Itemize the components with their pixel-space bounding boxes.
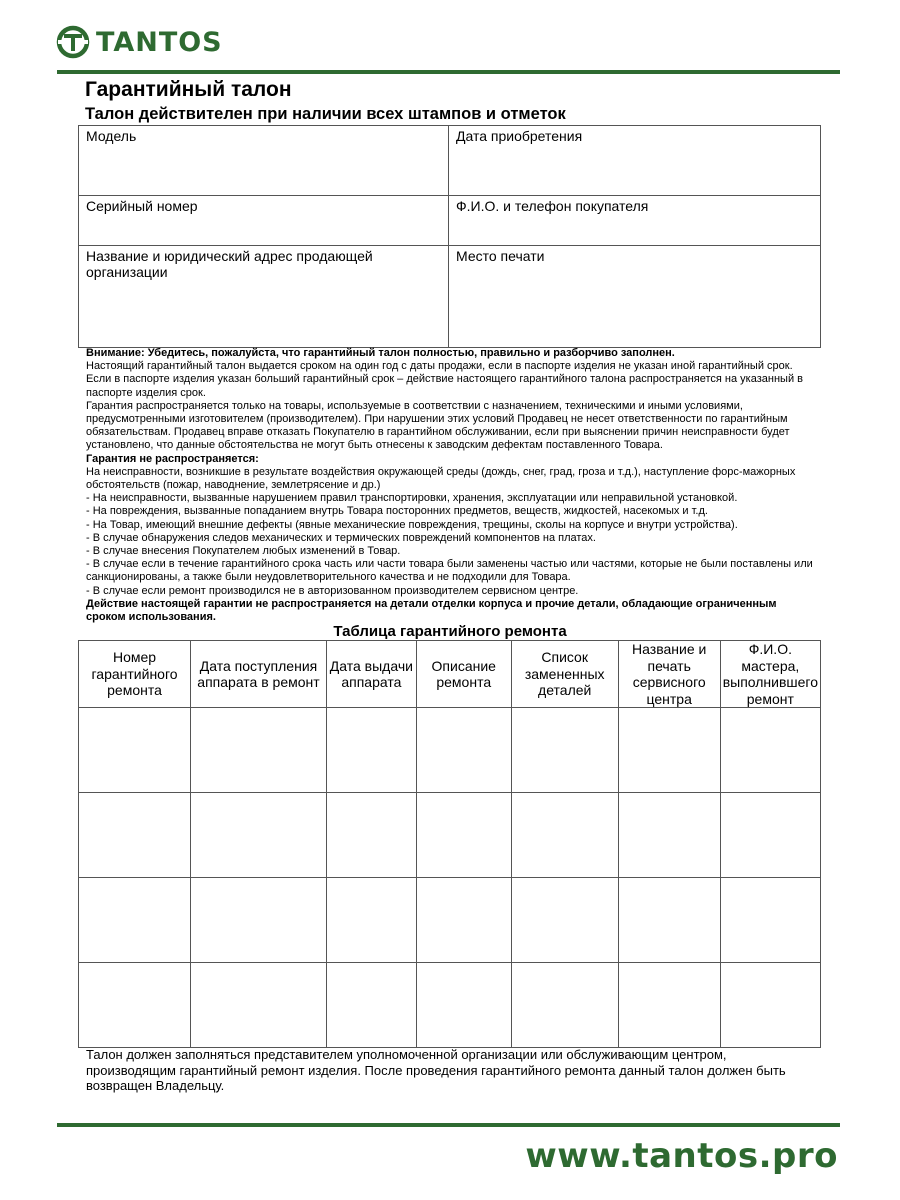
notes-paragraph: Настоящий гарантийный талон выдается сроком на один год с даты продажи, если в паспорте изделия не указан иной гарантийный срок. Если в паспорте изделия указан больший гарантийный срок – действие настоящего гарантийного талона распространяется на указанный в паспорте изделия срок. (86, 360, 803, 399)
model-label: Модель (86, 128, 137, 144)
table-cell[interactable] (618, 963, 720, 1048)
column-header: Название и печать сервисного центра (618, 641, 720, 708)
table-cell[interactable] (511, 963, 618, 1048)
column-header: Номер гарантийного ремонта (79, 641, 191, 708)
column-header: Ф.И.О. мастера, выполнившего ремонт (720, 641, 820, 708)
table-cell[interactable] (326, 878, 416, 963)
seller-label: Название и юридический адрес продающей организации (86, 248, 373, 280)
table-cell[interactable] (326, 708, 416, 793)
table-cell[interactable] (191, 708, 327, 793)
website-url[interactable]: www.tantos.pro (525, 1136, 838, 1176)
table-cell[interactable] (618, 878, 720, 963)
column-header: Список замененных деталей (511, 641, 618, 708)
table-cell[interactable] (720, 963, 820, 1048)
brand-name: TANTOS (96, 26, 223, 58)
table-cell[interactable] (79, 878, 191, 963)
notes-exclusions-heading: Гарантия не распространяется: (86, 452, 259, 465)
purchase-date-label: Дата приобретения (456, 128, 583, 144)
notes-exclusion-item: - В случае обнаружения следов механических и термических повреждений компонентов на платах. (86, 531, 596, 544)
table-cell[interactable] (326, 793, 416, 878)
table-cell[interactable] (191, 963, 327, 1048)
tantos-logo-icon (56, 25, 90, 59)
notes-exclusion-item: - На неисправности, вызванные нарушением правил транспортировки, хранения, эксплуатации или неправильной установкой. (86, 492, 738, 505)
model-field[interactable] (79, 126, 449, 196)
notes-attention: Внимание: Убедитесь, пожалуйста, что гарантийный талон полностью, правильно и разборчиво заполнен. (86, 347, 675, 359)
page-title: Гарантийный талон (85, 78, 292, 101)
table-cell[interactable] (191, 878, 327, 963)
table-cell[interactable] (511, 708, 618, 793)
table-cell[interactable] (416, 963, 511, 1048)
brand-logo (56, 24, 223, 60)
table-cell[interactable] (511, 793, 618, 878)
table-row (79, 793, 821, 878)
table-cell[interactable] (618, 793, 720, 878)
serial-number-label: Серийный номер (86, 198, 198, 214)
purchase-date-field[interactable] (449, 126, 821, 196)
footer-divider (57, 1123, 840, 1127)
notes-final-remark: Действие настоящей гарантии не распространяется на детали отделки корпуса и прочие детали, обладающие ограниченным сроком использования. (86, 597, 777, 624)
table-cell[interactable] (79, 793, 191, 878)
notes-paragraph: Гарантия распространяется только на товары, используемые в соответствии с назначением, техническими и иными условиями, предусмотренными изготовителем (производителем). При нарушении этих условий Продавец не несет ответственности по гарантийным обязательствам. Продавец вправе отказать Покупателю в гарантийном обслуживании, если при выяснении причин неисправности будет установлено, что данные обстоятельства не могут быть отнесены к заводским дефектам поставленного Товара. (86, 399, 790, 452)
table-cell[interactable] (416, 793, 511, 878)
table-row (79, 708, 821, 793)
table-cell[interactable] (416, 878, 511, 963)
footer-note: Талон должен заполняться представителем уполномоченной организации или обслуживающим центром, производящим гарантийный ремонт изделия. После проведения гарантийного ремонта данный талон должен быть возвращен Владельцу. (86, 1047, 786, 1093)
notes-exclusion-item: - На Товар, имеющий внешние дефекты (явные механические повреждения, трещины, сколы на корпусе и внутри устройства). (86, 518, 738, 531)
notes-exclusion-item: На неисправности, возникшие в результате воздействия окружающей среды (дождь, снег, град, гроза и т.д.), наступление форс-мажорных обстоятельств (пожар, наводнение, землетрясение и др.) (86, 465, 796, 492)
column-header: Описание ремонта (416, 641, 511, 708)
table-cell[interactable] (326, 963, 416, 1048)
repair-table (78, 640, 821, 1048)
table-row (79, 878, 821, 963)
column-header: Дата выдачи аппарата (326, 641, 416, 708)
notes-exclusion-item: - На повреждения, вызванные попаданием внутрь Товара посторонних предметов, веществ, жидкостей, насекомых и т.д. (86, 505, 708, 518)
buyer-field[interactable] (449, 196, 821, 246)
serial-number-field[interactable] (79, 196, 449, 246)
table-cell[interactable] (720, 878, 820, 963)
table-cell[interactable] (511, 878, 618, 963)
stamp-field[interactable] (449, 246, 821, 348)
buyer-label: Ф.И.О. и телефон покупателя (456, 198, 649, 214)
table-cell[interactable] (720, 793, 820, 878)
repair-table-header (79, 641, 821, 708)
table-cell[interactable] (191, 793, 327, 878)
warranty-info-table (78, 125, 821, 348)
table-row (79, 963, 821, 1048)
table-cell[interactable] (79, 963, 191, 1048)
stamp-label: Место печати (456, 248, 545, 264)
table-cell[interactable] (79, 708, 191, 793)
seller-field[interactable] (79, 246, 449, 348)
table-cell[interactable] (720, 708, 820, 793)
notes-exclusion-item: - В случае если ремонт производился не в авторизованном производителем сервисном центре. (86, 584, 579, 597)
table-cell[interactable] (618, 708, 720, 793)
notes-exclusion-item: - В случае внесения Покупателем любых изменений в Товар. (86, 545, 401, 558)
table-cell[interactable] (416, 708, 511, 793)
notes-exclusion-item: - В случае если в течение гарантийного срока часть или части товара были заменены частью или частями, которые не были поставлены или санкционированы, а также были неудовлетворительного качества и не подходили для Товара. (86, 558, 813, 584)
page-subtitle: Талон действителен при наличии всех штампов и отметок (85, 105, 566, 123)
repair-table-title: Таблица гарантийного ремонта (333, 623, 567, 640)
header-divider (57, 70, 840, 74)
column-header: Дата поступления аппарата в ремонт (191, 641, 327, 708)
warranty-terms (86, 347, 816, 624)
